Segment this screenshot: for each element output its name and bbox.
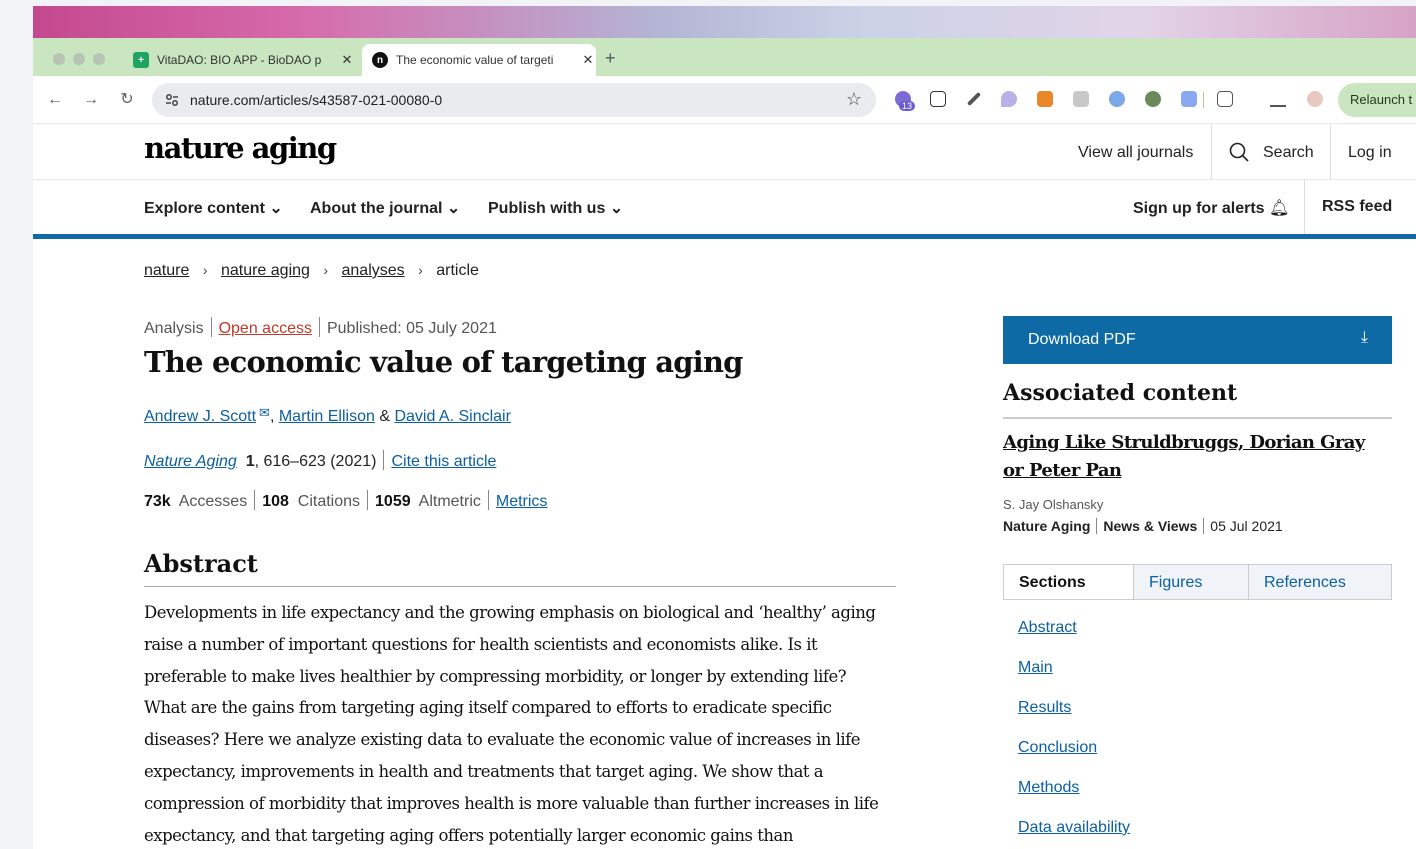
abstract-rule	[144, 586, 896, 587]
abstract-line: preferable to make lives healthier by compressing morbidity, or longer by extending life?	[144, 666, 847, 686]
open-access-link[interactable]: Open access	[218, 320, 312, 337]
desktop-wallpaper	[33, 6, 1416, 38]
abstract-line: What are the gains from targeting aging itself compared to efforts to eradicate specific	[144, 698, 832, 718]
associated-content-heading: Associated content	[1003, 380, 1238, 406]
login-link[interactable]: Log in	[1348, 144, 1392, 161]
citation-line	[144, 450, 496, 471]
section-link-main[interactable]: Main	[1018, 659, 1053, 676]
accesses-value: 73k	[144, 493, 171, 510]
extension-badge: 13	[899, 101, 915, 111]
metrics-link[interactable]: Metrics	[495, 493, 548, 510]
associated-type: News & Views	[1103, 518, 1198, 534]
accesses-label: Accesses	[178, 493, 248, 510]
tab-sections[interactable]: Sections	[1004, 565, 1134, 599]
published-date: Published: 05 July 2021	[326, 320, 497, 337]
leaf-extension-icon[interactable]	[1001, 91, 1017, 107]
reload-icon[interactable]: ↻	[120, 91, 134, 108]
author-link[interactable]: David A. Sinclair	[394, 408, 511, 425]
close-icon[interactable]: ✕	[341, 52, 353, 67]
breadcrumb-analyses[interactable]: analyses	[341, 262, 405, 279]
tab-title: The economic value of targeti	[396, 53, 554, 67]
mail-icon[interactable]: ✉	[259, 405, 270, 420]
nav-divider	[1304, 180, 1305, 234]
profile-avatar[interactable]	[1307, 91, 1323, 107]
window-close-dot[interactable]	[53, 53, 65, 65]
search-label: Search	[1263, 144, 1314, 161]
nav-label: Explore content	[144, 200, 265, 217]
site-logo[interactable]: nature aging	[144, 131, 336, 165]
associated-article-link[interactable]: Aging Like Struldbruggs, Dorian Gray or Peter Pan	[1003, 432, 1365, 481]
translate-icon[interactable]	[1181, 91, 1197, 107]
nav-label: Publish with us	[488, 200, 606, 217]
associated-author: S. Jay Olshansky	[1003, 497, 1104, 512]
view-all-journals-link[interactable]: View all journals	[1078, 144, 1194, 161]
chevron-right-icon: ›	[323, 262, 329, 278]
section-link-conclusion[interactable]: Conclusion	[1018, 739, 1098, 756]
associated-date: 05 Jul 2021	[1210, 518, 1283, 534]
abstract-line: expectancy, improvements in health and treatments that target aging. We show that a	[144, 761, 824, 781]
search-icon	[1229, 142, 1249, 162]
new-tab-button[interactable]: +	[605, 48, 616, 68]
journal-link[interactable]: Nature Aging	[144, 453, 237, 470]
address-bar[interactable]	[152, 83, 876, 117]
tab-strip	[33, 38, 1416, 76]
tab-nature-article[interactable]	[362, 44, 596, 76]
sheets-icon: +	[133, 52, 149, 68]
close-icon[interactable]: ✕	[582, 52, 594, 67]
site-settings-icon[interactable]	[164, 92, 180, 108]
header-rule	[33, 179, 1416, 180]
citations-value: 108	[262, 493, 289, 510]
chevron-right-icon: ›	[418, 262, 423, 278]
download-arrow-icon: ⤓	[1360, 329, 1368, 346]
download-pdf-label: Download PDF	[1028, 331, 1136, 348]
download-icon[interactable]	[1270, 91, 1286, 107]
nav-about-journal[interactable]	[310, 198, 460, 218]
breadcrumb	[144, 262, 479, 280]
article-type: Analysis	[144, 320, 204, 337]
volume: 1	[245, 453, 255, 470]
chevron-down-icon: ⌄	[609, 200, 624, 217]
cite-link[interactable]: Cite this article	[391, 453, 497, 470]
altmetric-label: Altmetric	[418, 493, 481, 510]
abstract-line: diseases? Here we analyze existing data to evaluate the economic value of increases in life	[144, 730, 861, 750]
browser-toolbar	[33, 76, 1416, 124]
abstract-line: Developments in life expectancy and the growing emphasis on biological and ‘healthy’ aging	[144, 603, 876, 622]
section-tabs	[1003, 564, 1392, 600]
pages: , 616–623 (2021)	[254, 453, 377, 470]
tab-vitadao[interactable]	[125, 44, 355, 76]
window-minimize-dot[interactable]	[73, 53, 85, 65]
abstract-line: raise a number of important questions for health scientists and economists alike. Is it	[144, 634, 818, 654]
bell-icon: 🔔︎	[1269, 200, 1290, 217]
nav-publish[interactable]	[488, 198, 623, 218]
back-icon[interactable]: ←	[47, 91, 63, 108]
alerts-link[interactable]	[1133, 198, 1289, 218]
section-link-data-availability[interactable]: Data availability	[1018, 819, 1131, 836]
section-link-results[interactable]: Results	[1018, 699, 1072, 716]
metamask-icon[interactable]	[1037, 91, 1053, 107]
nature-favicon-icon: n	[372, 52, 388, 68]
metrics-bar	[144, 490, 547, 511]
tab-references[interactable]: References	[1264, 574, 1346, 591]
chevron-right-icon: ›	[202, 262, 208, 278]
window-zoom-dot[interactable]	[93, 53, 105, 65]
nav-accent-rule	[33, 234, 1416, 239]
gear-extension-icon[interactable]	[1109, 91, 1125, 107]
chevron-down-icon: ⌄	[269, 200, 283, 217]
nav-label: About the journal	[310, 200, 443, 217]
article-meta	[144, 317, 497, 338]
relaunch-button[interactable]: Relaunch t	[1338, 83, 1416, 117]
notion-icon[interactable]	[930, 91, 946, 107]
author-link[interactable]: Martin Ellison	[278, 408, 375, 425]
bookmark-star-icon[interactable]: ☆	[845, 89, 862, 109]
tab-figures[interactable]: Figures	[1149, 574, 1203, 591]
section-link-methods[interactable]: Methods	[1018, 779, 1080, 796]
eyedropper-icon[interactable]	[967, 92, 981, 106]
associated-journal: Nature Aging	[1003, 518, 1091, 534]
associated-rule	[1003, 417, 1392, 419]
chevron-down-icon: ⌄	[446, 200, 461, 217]
forward-icon[interactable]: →	[83, 91, 99, 108]
alerts-label: Sign up for alerts	[1133, 200, 1265, 217]
abstract-line: compression of morbidity that improves health is more valuable than further increases in life	[144, 793, 879, 813]
abstract-heading: Abstract	[144, 549, 258, 578]
camera-icon[interactable]	[1073, 91, 1089, 107]
download-pdf-button[interactable]	[1003, 316, 1392, 364]
abstract-line: expectancy, and that targeting aging offers potentially larger economic gains than	[144, 825, 793, 845]
breadcrumb-nature-aging[interactable]: nature aging	[220, 262, 310, 279]
altmetric-value: 1059	[375, 493, 411, 510]
article-title: The economic value of targeting aging	[144, 345, 743, 379]
nav-explore-content[interactable]	[144, 198, 283, 218]
palette-icon[interactable]	[1145, 91, 1161, 107]
abstract-text	[144, 597, 904, 849]
author-list: Andrew J. Scott ✉, Martin Ellison & David A. Sinclair	[144, 405, 511, 425]
browser-window	[33, 38, 1416, 849]
search-button[interactable]	[1229, 125, 1314, 179]
tab-title: VitaDAO: BIO APP - BioDAO p	[157, 53, 322, 67]
author-link[interactable]: Andrew J. Scott	[144, 408, 257, 425]
rss-feed-link[interactable]: RSS feed	[1322, 198, 1393, 215]
breadcrumb-nature[interactable]: nature	[144, 262, 190, 279]
breadcrumb-article: article	[436, 262, 479, 279]
url-text: nature.com/articles/s43587-021-00080-0	[190, 92, 443, 108]
header-divider	[1211, 125, 1212, 179]
citations-label: Citations	[297, 493, 361, 510]
header-divider	[1330, 125, 1331, 179]
section-link-abstract[interactable]: Abstract	[1018, 619, 1077, 636]
associated-meta	[1003, 518, 1283, 534]
extensions-puzzle-icon[interactable]	[1217, 91, 1233, 107]
toolbar-divider	[1203, 92, 1204, 108]
